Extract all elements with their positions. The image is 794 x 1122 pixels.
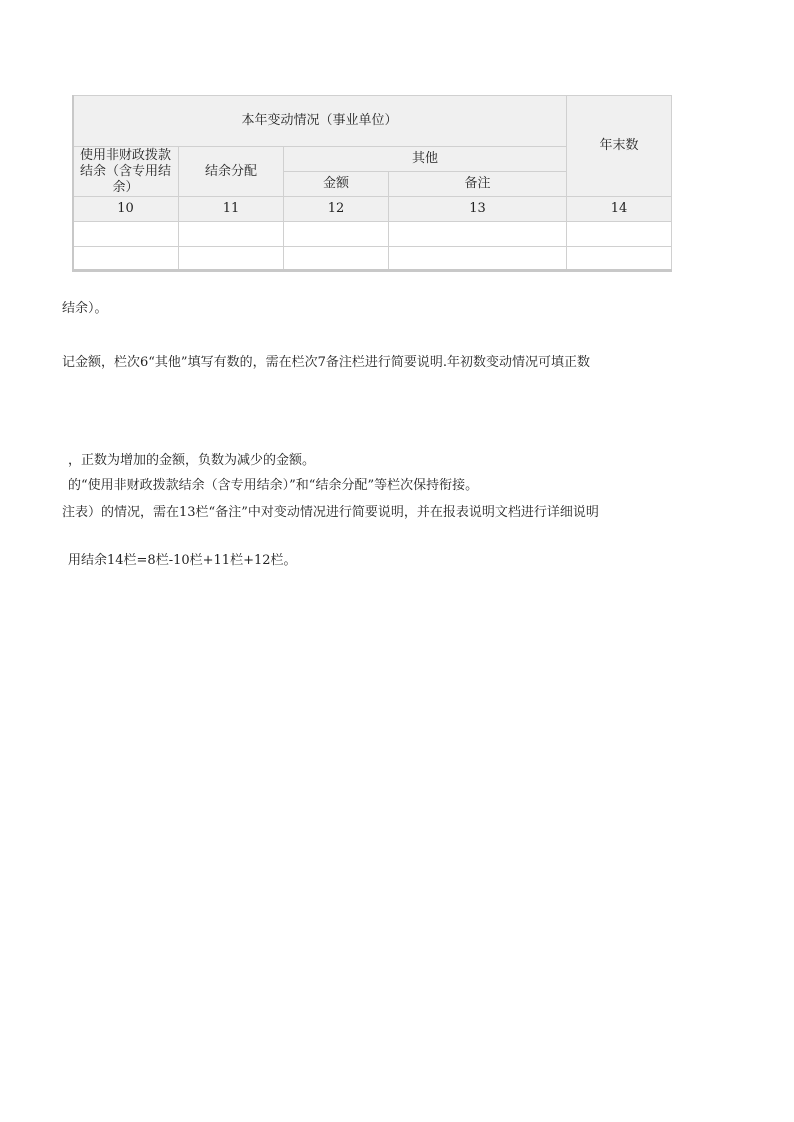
balance-change-table — [72, 95, 672, 272]
use-nonfiscal-balance-header: 使用非财政拨款结余（含专用结余） — [73, 147, 179, 197]
column-number-12: 12 — [284, 197, 389, 222]
note-line-1: 结余）。 — [62, 301, 108, 316]
column-number-13: 13 — [389, 197, 567, 222]
note-line-2: 记金额，栏次6“其他”填写有数的，需在栏次7备注栏进行简要说明.年初数变动情况可填正数 — [62, 355, 590, 370]
table-left-border — [72, 95, 74, 272]
empty-cell — [284, 247, 389, 272]
note-line-6: 用结余14栏=8栏-10栏+11栏+12栏。 — [68, 553, 297, 568]
table-bottom-border — [72, 269, 672, 272]
empty-cell — [73, 222, 179, 247]
note-line-4: 的“使用非财政拨款结余（含专用结余）”和“结余分配”等栏次保持衔接。 — [68, 478, 479, 493]
column-number-10: 10 — [73, 197, 179, 222]
note-line-5: 注表）的情况，需在13栏“备注”中对变动情况进行简要说明，并在报表说明文档进行详细说明 — [62, 505, 599, 520]
other-header: 其他 — [284, 147, 567, 172]
empty-cell — [389, 247, 567, 272]
remark-header: 备注 — [389, 172, 567, 197]
column-number-14: 14 — [567, 197, 672, 222]
balance-distribution-header: 结余分配 — [179, 147, 284, 197]
table-row — [73, 247, 672, 272]
current-year-change-header: 本年变动情况（事业单位） — [73, 96, 567, 147]
note-line-3: ，正数为增加的金额，负数为减少的金额。 — [68, 453, 316, 468]
empty-cell — [179, 247, 284, 272]
column-number-11: 11 — [179, 197, 284, 222]
empty-cell — [567, 247, 672, 272]
empty-cell — [567, 222, 672, 247]
empty-cell — [389, 222, 567, 247]
year-end-header: 年末数 — [567, 96, 672, 197]
balance-change-table-viewport — [72, 95, 672, 273]
empty-cell — [73, 247, 179, 272]
table-row — [73, 222, 672, 247]
empty-cell — [179, 222, 284, 247]
amount-header: 金额 — [284, 172, 389, 197]
empty-cell — [284, 222, 389, 247]
